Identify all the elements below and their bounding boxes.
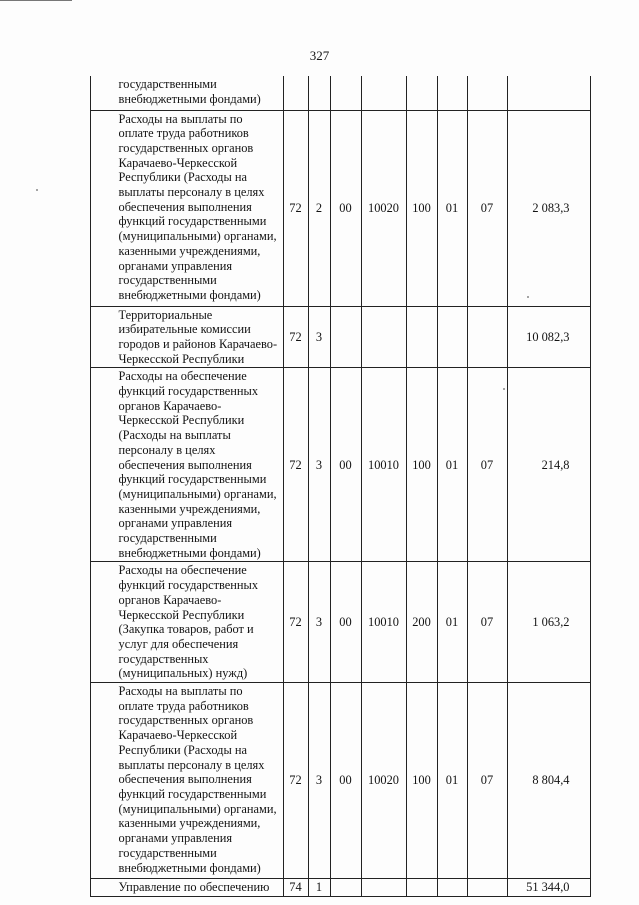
row-gutter bbox=[60, 368, 90, 562]
code-subprogram bbox=[330, 306, 361, 368]
row-description: Территориальные избирательные комиссии городов и районов Карачаево-Черкесской Республики bbox=[90, 306, 283, 368]
code-section: 01 bbox=[437, 683, 467, 879]
code-expense-type bbox=[406, 306, 437, 368]
code-direction bbox=[361, 306, 406, 368]
code-subsection: 07 bbox=[467, 562, 507, 683]
row-gutter bbox=[60, 110, 90, 306]
table-row bbox=[60, 683, 590, 879]
code-direction: 10020 bbox=[361, 683, 406, 879]
code-section bbox=[437, 306, 467, 368]
page-number: 327 bbox=[309, 48, 330, 63]
code-direction bbox=[361, 76, 406, 110]
code-program: 2 bbox=[308, 110, 330, 306]
row-amount: 10 082,3 bbox=[507, 306, 590, 368]
code-ministry: 72 bbox=[283, 683, 308, 879]
code-subprogram bbox=[330, 76, 361, 110]
code-program: 3 bbox=[308, 562, 330, 683]
row-gutter bbox=[60, 562, 90, 683]
code-direction bbox=[361, 879, 406, 897]
row-amount: 2 083,3 bbox=[507, 110, 590, 306]
code-ministry: 72 bbox=[283, 368, 308, 562]
row-gutter bbox=[60, 879, 90, 897]
row-description: Расходы на выплаты по оплате труда работников государственных органов Карачаево-Черкесской Республики (Расходы на выплаты персоналу в целях обеспечения выполнения функций государственными (муниципальными) органами, казенными учреждениями, органами управления государственными внебюджетными фондами) bbox=[90, 683, 283, 879]
code-program: 3 bbox=[308, 683, 330, 879]
code-section bbox=[437, 879, 467, 897]
code-ministry: 72 bbox=[283, 110, 308, 306]
code-ministry: 74 bbox=[283, 879, 308, 897]
row-gutter bbox=[60, 683, 90, 879]
row-amount: 8 804,4 bbox=[507, 683, 590, 879]
code-section: 01 bbox=[437, 368, 467, 562]
code-expense-type: 100 bbox=[406, 368, 437, 562]
code-direction: 10010 bbox=[361, 368, 406, 562]
row-amount: 51 344,0 bbox=[507, 879, 590, 897]
row-description: государственными внебюджетными фондами) bbox=[90, 76, 283, 110]
code-program: 3 bbox=[308, 368, 330, 562]
row-amount: 214,8 bbox=[507, 368, 590, 562]
code-subsection: 07 bbox=[467, 683, 507, 879]
code-subprogram: 00 bbox=[330, 562, 361, 683]
code-direction: 10010 bbox=[361, 562, 406, 683]
code-subprogram bbox=[330, 879, 361, 897]
code-subprogram: 00 bbox=[330, 683, 361, 879]
code-program: 1 bbox=[308, 879, 330, 897]
row-amount bbox=[507, 76, 590, 110]
table-row bbox=[60, 368, 590, 562]
code-subprogram: 00 bbox=[330, 110, 361, 306]
row-description: Управление по обеспечению bbox=[90, 879, 283, 897]
code-ministry: 72 bbox=[283, 306, 308, 368]
code-expense-type: 100 bbox=[406, 110, 437, 306]
row-description: Расходы на обеспечение функций государственных органов Карачаево-Черкесской Республики (Расходы на выплаты персоналу в целях обеспечения выполнения функций государственными (муниципальными) органами, казенными учреждениями, органами управления государственными внебюджетными фондами) bbox=[90, 368, 283, 562]
table-row bbox=[60, 562, 590, 683]
code-subsection bbox=[467, 306, 507, 368]
code-ministry: 72 bbox=[283, 562, 308, 683]
code-expense-type bbox=[406, 879, 437, 897]
row-description: Расходы на выплаты по оплате труда работников государственных органов Карачаево-Черкесской Республики (Расходы на выплаты персоналу в целях обеспечения выполнения функций государственными (муниципальными) органами, казенными учреждениями, органами управления государственными внебюджетными фондами) bbox=[90, 110, 283, 306]
code-subsection: 07 bbox=[467, 110, 507, 306]
row-gutter bbox=[60, 306, 90, 368]
code-subsection bbox=[467, 879, 507, 897]
code-program bbox=[308, 76, 330, 110]
code-ministry bbox=[283, 76, 308, 110]
top-rule bbox=[0, 0, 72, 1]
code-subsection: 07 bbox=[467, 368, 507, 562]
row-gutter bbox=[60, 76, 90, 110]
table-row bbox=[60, 76, 590, 110]
budget-table bbox=[60, 76, 591, 897]
code-section bbox=[437, 76, 467, 110]
code-program: 3 bbox=[308, 306, 330, 368]
table-row bbox=[60, 879, 590, 897]
code-expense-type bbox=[406, 76, 437, 110]
code-direction: 10020 bbox=[361, 110, 406, 306]
scan-speck bbox=[36, 189, 38, 191]
code-subprogram: 00 bbox=[330, 368, 361, 562]
code-expense-type: 100 bbox=[406, 683, 437, 879]
table-row bbox=[60, 110, 590, 306]
code-subsection bbox=[467, 76, 507, 110]
row-description: Расходы на обеспечение функций государственных органов Карачаево-Черкесской Республики (Закупка товаров, работ и услуг для обеспечения государственных (муниципальных) нужд) bbox=[90, 562, 283, 683]
code-section: 01 bbox=[437, 110, 467, 306]
code-section: 01 bbox=[437, 562, 467, 683]
code-expense-type: 200 bbox=[406, 562, 437, 683]
row-amount: 1 063,2 bbox=[507, 562, 590, 683]
table-row bbox=[60, 306, 590, 368]
